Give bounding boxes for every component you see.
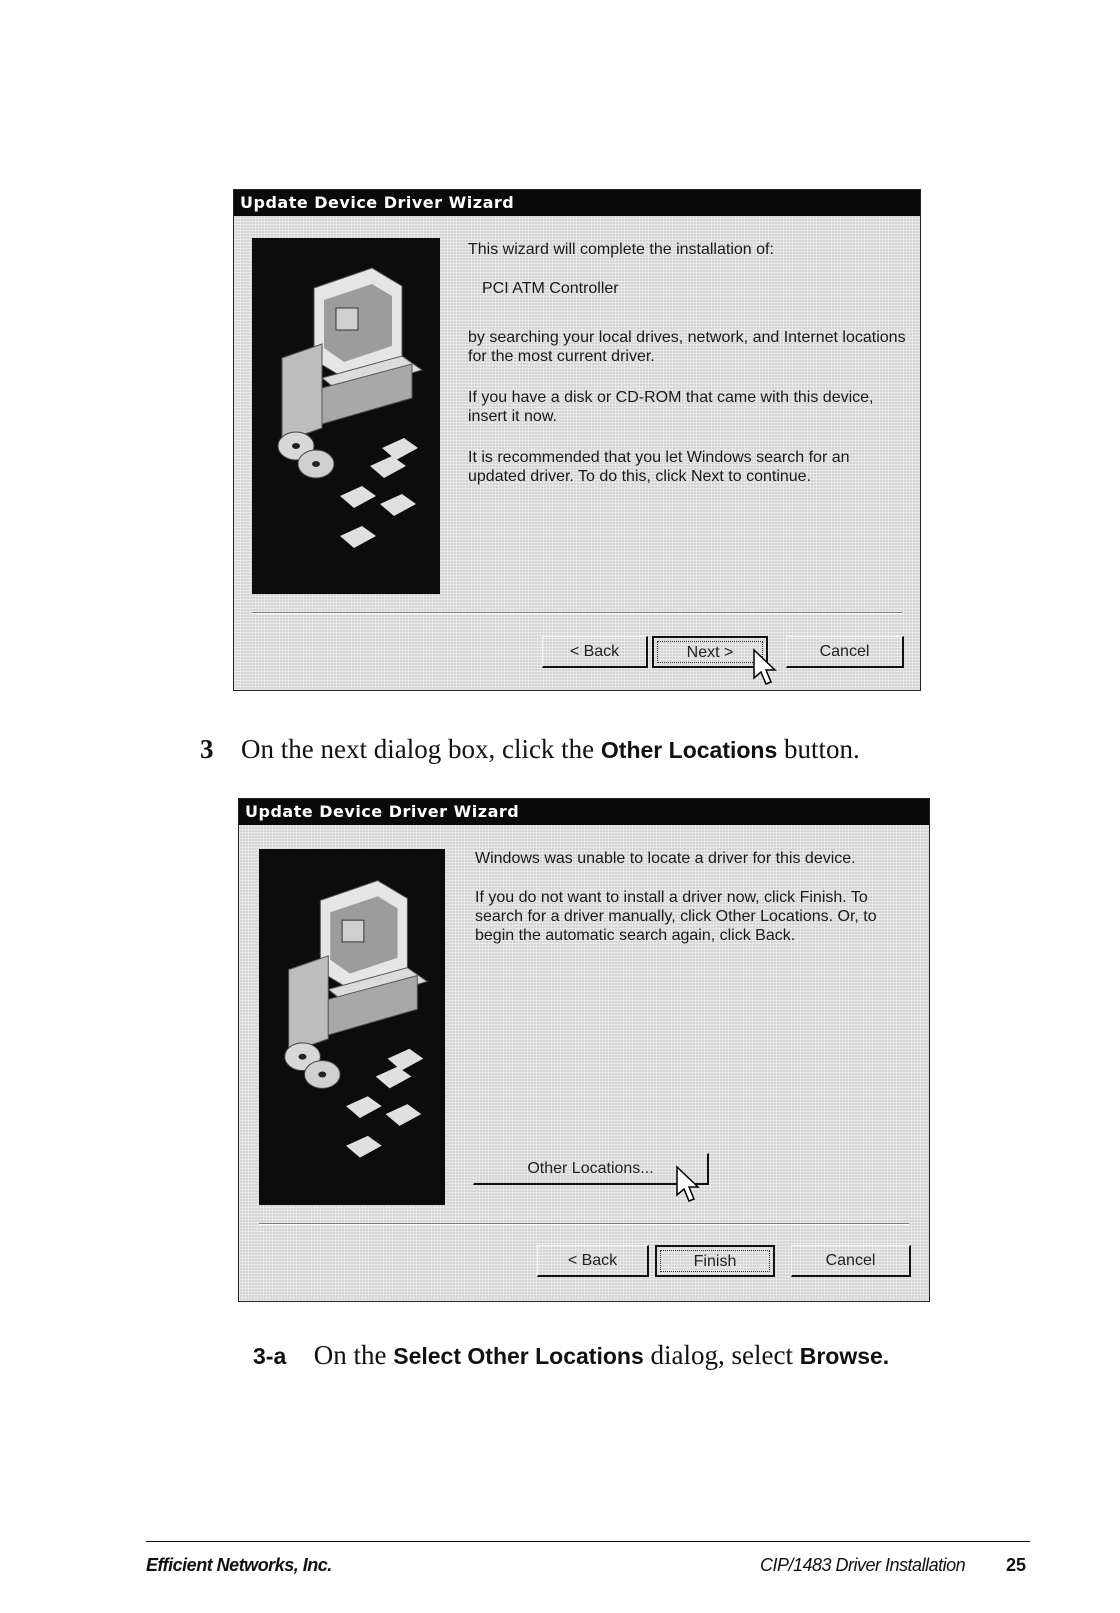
mouse-pointer-icon	[675, 1165, 701, 1203]
next-button[interactable]: Next >	[652, 636, 768, 668]
footer-rule	[146, 1541, 1030, 1542]
step-text: On the next dialog box, click the	[241, 734, 595, 764]
wizard-illustration	[252, 238, 440, 594]
wizard-illustration	[259, 849, 445, 1205]
search-description-text: by searching your local drives, network, and Internet locations for the most current driver.	[468, 329, 906, 365]
wizard-dialog-2	[238, 798, 930, 1302]
cancel-button[interactable]: Cancel	[791, 1245, 911, 1277]
cancel-button[interactable]: Cancel	[786, 636, 904, 668]
step-3-instruction	[200, 734, 860, 765]
driver-not-found-text: Windows was unable to locate a driver for this device.	[475, 850, 856, 867]
dialog-title-bar: Update Device Driver Wizard	[234, 190, 920, 216]
back-button[interactable]: < Back	[542, 636, 648, 668]
step-number: 3	[200, 734, 214, 764]
step-emphasis: Select Other Locations	[393, 1343, 644, 1369]
footer-document-title: CIP/1483 Driver Installation	[760, 1555, 966, 1575]
step-text-end: button.	[784, 734, 860, 764]
step-emphasis-2: Browse.	[799, 1343, 890, 1369]
back-button[interactable]: < Back	[537, 1245, 649, 1277]
dialog-title-bar: Update Device Driver Wizard	[239, 799, 929, 825]
step-emphasis: Other Locations	[600, 737, 778, 763]
button-separator	[252, 612, 902, 614]
recommendation-text: It is recommended that you let Windows search for an updated driver. To do this, click Next to continue.	[468, 449, 850, 485]
intro-text: This wizard will complete the installation of:	[468, 241, 774, 258]
wizard-dialog-1	[233, 189, 921, 691]
step-3a-instruction	[253, 1340, 889, 1371]
computer-and-disks-icon	[259, 849, 445, 1205]
button-separator	[259, 1223, 909, 1225]
instructions-text: If you do not want to install a driver now, click Finish. To search for a driver manually, click Other Locations. Or, to begin the automatic search again, click Back.	[475, 889, 877, 944]
computer-and-disks-icon	[252, 238, 440, 594]
device-name: PCI ATM Controller	[482, 280, 619, 297]
mouse-pointer-icon	[752, 648, 778, 686]
finish-button[interactable]: Finish	[655, 1245, 775, 1277]
page-number: 25	[1006, 1555, 1027, 1575]
other-locations-button[interactable]: Other Locations...	[473, 1153, 709, 1185]
insert-disk-text: If you have a disk or CD-ROM that came with this device, insert it now.	[468, 389, 874, 425]
step-text: On the	[313, 1340, 387, 1370]
footer-company: Efficient Networks, Inc.	[146, 1555, 332, 1575]
step-number: 3-a	[253, 1343, 287, 1369]
step-text-middle: dialog, select	[650, 1340, 793, 1370]
